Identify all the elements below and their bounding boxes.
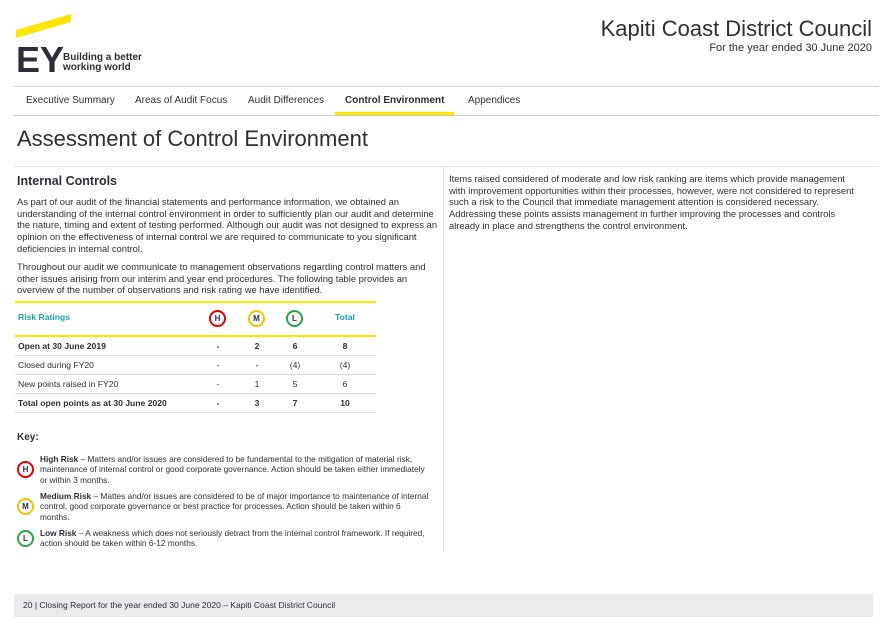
key-item-high-risk <box>40 454 432 485</box>
high-count: - <box>216 341 220 351</box>
row-label: Open at 30 June 2019 <box>18 341 106 351</box>
title-divider <box>14 166 879 167</box>
total-count: 8 <box>342 341 348 351</box>
low-count: 6 <box>292 341 298 351</box>
table-row <box>15 394 376 413</box>
high-count: - <box>216 360 220 370</box>
low-risk-badge-icon: L <box>286 310 303 327</box>
report-period-subtitle: For the year ended 30 June 2020 <box>709 42 872 54</box>
total-count: (4) <box>339 360 351 370</box>
logo-tagline: Building a better working world <box>63 52 142 73</box>
row-label: New points raised in FY20 <box>18 379 119 389</box>
medium-risk-badge-icon: M <box>248 310 265 327</box>
tab-audit-differences[interactable]: Audit Differences <box>248 95 324 106</box>
medium-count: - <box>255 360 259 370</box>
tab-control-environment[interactable]: Control Environment <box>335 87 454 115</box>
risk-ratings-header: Risk Ratings <box>18 312 71 322</box>
high-risk-key-icon: H <box>17 461 34 478</box>
key-title: Medium Risk <box>40 491 92 501</box>
tab-areas-of-audit-focus[interactable]: Areas of Audit Focus <box>135 95 228 106</box>
key-title: Low Risk <box>40 528 77 538</box>
key-heading: Key: <box>17 432 39 443</box>
medium-count: 3 <box>254 398 260 408</box>
row-label: Total open points as at 30 June 2020 <box>18 398 167 408</box>
report-client-title: Kapiti Coast District Council <box>600 16 872 41</box>
row-label: Closed during FY20 <box>18 360 94 370</box>
table-row <box>15 356 376 375</box>
total-count: 6 <box>342 379 348 389</box>
high-count: - <box>216 379 220 389</box>
risk-ratings-table <box>15 301 376 413</box>
high-count: - <box>216 398 220 408</box>
key-item-low-risk <box>40 528 432 549</box>
risk-ranking-paragraph: Items raised considered of moderate and low risk ranking are items which provide management with improvement opportunities within their processes, however, were not considered to represent such a risk to the Council that immediate management attention is considered necessary. Addressing these points assists management in further improving the processes and controls already in place and strengthens the control environment. <box>449 173 854 231</box>
key-description: – Matters and/or issues are considered to be fundamental to the mitigation of material risk, maintenance of internal control or good corporate governance. Action should be taken either immediately or within 3 months. <box>40 454 425 485</box>
total-count: 10 <box>340 398 350 408</box>
page-title: Assessment of Control Environment <box>17 126 368 151</box>
key-item-medium-risk <box>40 491 432 522</box>
internal-controls-paragraph-1: As part of our audit of the financial statements and performance information, we obtained an understanding of the internal control environment in order to sufficiently plan our audit and determine the nature, timing and extent of testing performed. Although our audit was not designed to express an opinion on the effectiveness of internal control we are required to communicate to you significant deficiencies in internal control. <box>17 196 438 254</box>
low-count: 7 <box>292 398 298 408</box>
key-title: High Risk <box>40 454 79 464</box>
section-heading-internal-controls: Internal Controls <box>17 174 118 188</box>
low-count: 5 <box>292 379 298 389</box>
key-description: – Mattes and/or issues are considered to be of major importance to maintenance of internal control, good corporate governance or best practice for processes. Action should be taken within 6 months. <box>40 491 429 522</box>
table-header-row <box>15 303 376 337</box>
table-row <box>15 375 376 394</box>
medium-count: 1 <box>254 379 260 389</box>
tab-appendices[interactable]: Appendices <box>468 95 521 106</box>
medium-risk-key-icon: M <box>17 498 34 515</box>
key-description: – A weakness which does not seriously detract from the internal control framework. If required, action should be taken within 6-12 months. <box>40 528 425 549</box>
high-risk-badge-icon: H <box>209 310 226 327</box>
tab-executive-summary[interactable]: Executive Summary <box>26 95 115 106</box>
low-count: (4) <box>289 360 301 370</box>
total-header: Total <box>335 312 355 322</box>
column-divider <box>443 167 444 552</box>
table-row <box>15 337 376 356</box>
section-nav <box>14 87 879 116</box>
internal-controls-paragraph-2: Throughout our audit we communicate to management observations regarding control matters and other issues arising from our interim and year end procedures. The following table provides an overview of the number of observations and risk rating we have identified. <box>17 261 426 296</box>
low-risk-key-icon: L <box>17 530 34 547</box>
medium-count: 2 <box>254 341 260 351</box>
logo-letters: EY <box>16 39 65 76</box>
page-footer: 20 | Closing Report for the year ended 30 June 2020 – Kapiti Coast District Council <box>14 594 873 617</box>
